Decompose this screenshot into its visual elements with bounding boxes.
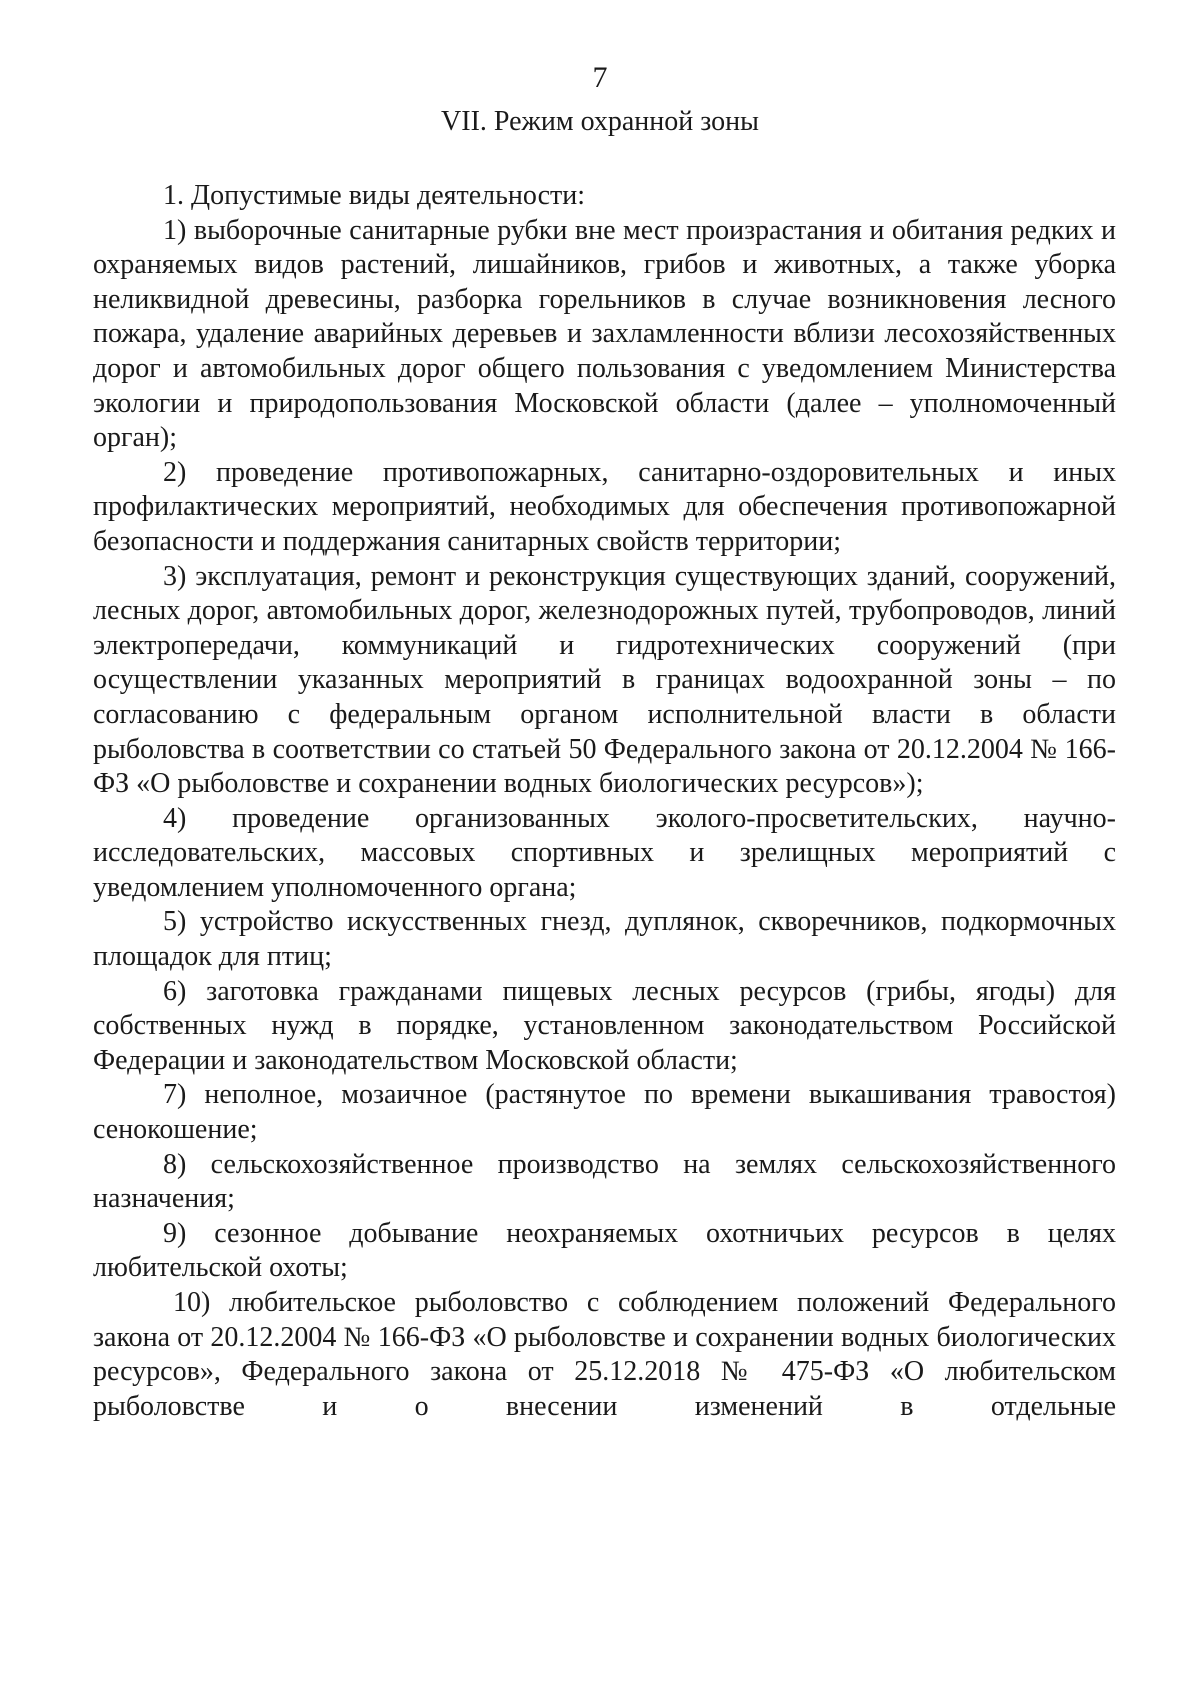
list-item-10: 10) любительское рыболовство с соблюдением положений Федерального закона от 20.12.2004 № 166-ФЗ «О рыболовстве и сохранении водных биологических ресурсов», Федерального закона от 25.12.2018 № 475-ФЗ «О любительском рыболовстве и о внесении изменений в отдельные	[93, 1287, 1116, 1422]
intro-paragraph: 1. Допустимые виды деятельности:	[163, 180, 586, 211]
list-item-1: 1) выборочные санитарные рубки вне мест произрастания и обитания редких и охраняемых видов растений, лишайников, грибов и животных, а также уборка неликвидной древесины, разборка горельников в случае возникновения лесного пожара, удаление аварийных деревьев и захламленности вблизи лесохозяйственных дорог и автомобильных дорог общего пользования с уведомлением Министерства экологии и природопользования Московской области (далее – уполномоченный орган);	[93, 214, 1116, 454]
document-body	[93, 179, 1116, 1424]
list-item-9: 9) сезонное добывание неохраняемых охотничьих ресурсов в целях любительской охоты;	[93, 1217, 1116, 1284]
section-title: VII. Режим охранной зоны	[441, 106, 759, 137]
list-item-7: 7) неполное, мозаичное (растянутое по времени выкашивания травостоя) сенокошение;	[93, 1079, 1116, 1146]
list-item-4: 4) проведение организованных эколого-просветительских, научно-исследовательских, массовых спортивных и зрелищных мероприятий с уведомлением уполномоченного органа;	[93, 802, 1116, 903]
list-item-5: 5) устройство искусственных гнезд, дуплянок, скворечников, подкормочных площадок для птиц;	[93, 906, 1116, 973]
page-number: 7	[592, 61, 608, 94]
list-item-2: 2) проведение противопожарных, санитарно-оздоровительных и иных профилактических мероприятий, необходимых для обеспечения противопожарной безопасности и поддержания санитарных свойств территории;	[93, 456, 1116, 557]
list-item-3: 3) эксплуатация, ремонт и реконструкция существующих зданий, сооружений, лесных дорог, автомобильных дорог, железнодорожных путей, трубопроводов, линий электропередачи, коммуникаций и гидротехнических сооружений (при осуществлении указанных мероприятий в границах водоохранной зоны – по согласованию с федеральным органом исполнительной власти в области рыболовства в соответствии со статьей 50 Федерального закона от 20.12.2004 № 166-ФЗ «О рыболовстве и сохранении водных биологических ресурсов»);	[93, 560, 1116, 800]
list-item-8: 8) сельскохозяйственное производство на землях сельскохозяйственного назначения;	[93, 1148, 1116, 1215]
list-item-6: 6) заготовка гражданами пищевых лесных ресурсов (грибы, ягоды) для собственных нужд в порядке, установленном законодательством Российской Федерации и законодательством Московской области;	[93, 975, 1116, 1076]
